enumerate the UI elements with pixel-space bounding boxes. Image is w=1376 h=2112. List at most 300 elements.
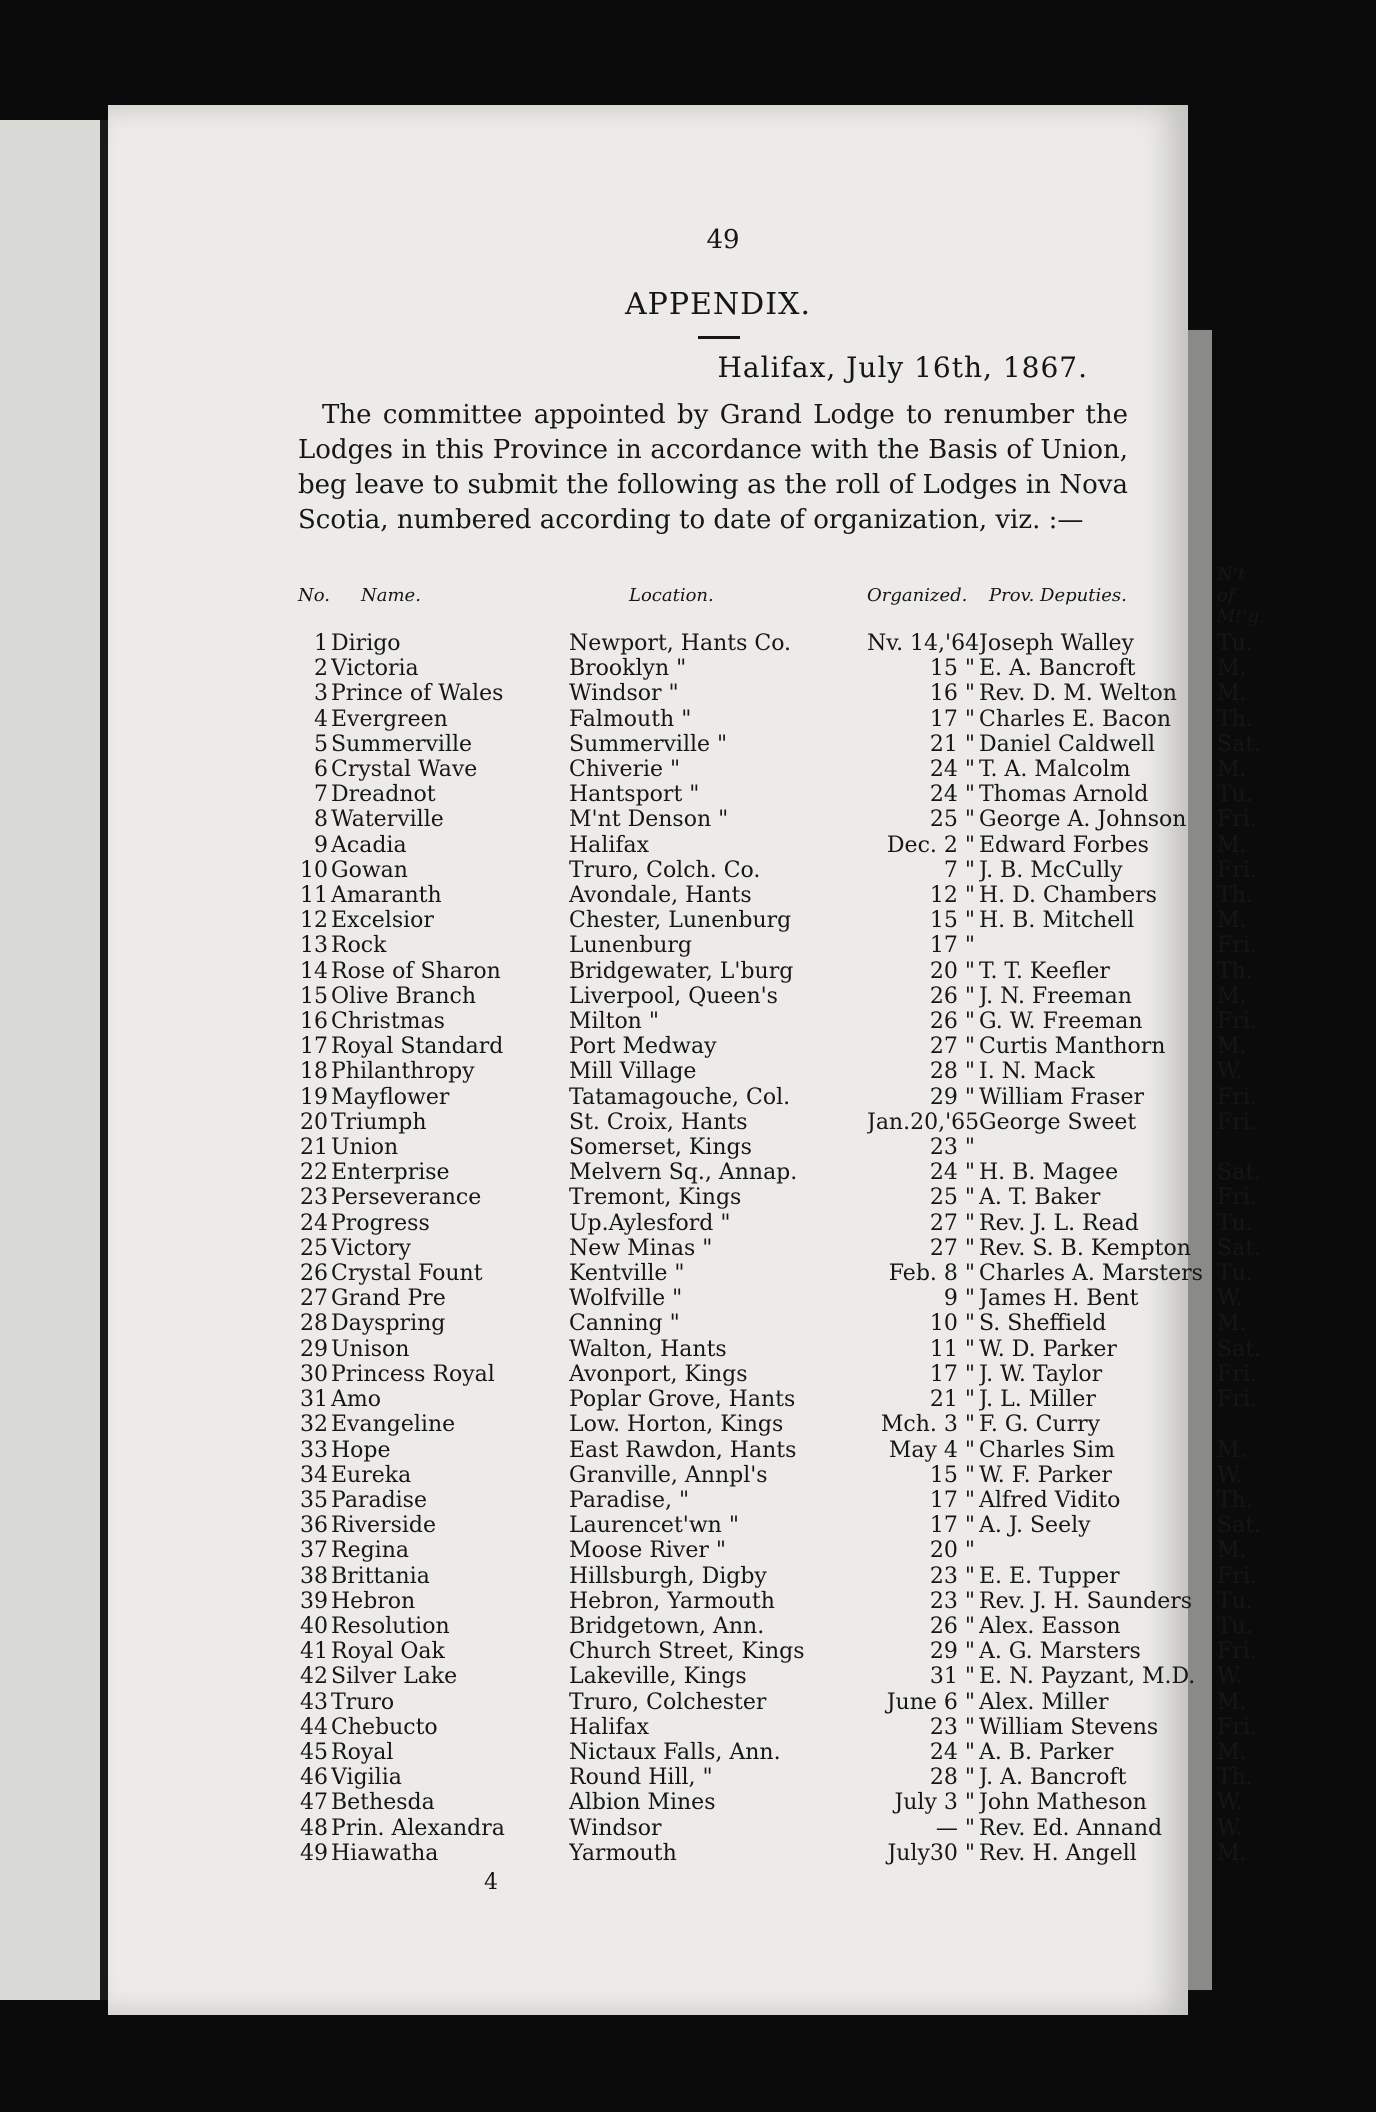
- lodge-name: Truro: [331, 1689, 395, 1715]
- lodge-meeting: Fri.: [1217, 1084, 1257, 1110]
- lodge-number: 26: [300, 1261, 328, 1287]
- lodge-name: Unison: [331, 1336, 410, 1362]
- lodge-number: 4: [314, 706, 328, 732]
- lodge-meeting: M.: [1217, 1437, 1247, 1463]
- lodge-number: 39: [300, 1588, 328, 1614]
- lodge-deputy: William Stevens: [979, 1714, 1159, 1740]
- lodge-name: Hebron: [331, 1588, 416, 1614]
- table-row: [298, 1135, 1262, 1160]
- lodge-meeting: Sat.: [1217, 1160, 1262, 1186]
- lodge-location: Truro, Colchester: [569, 1689, 767, 1715]
- table-row: [298, 1311, 1262, 1336]
- lodge-organized: 12 ": [929, 883, 975, 909]
- lodge-organized: 27 ": [929, 1235, 975, 1261]
- lodge-name: Resolution: [331, 1613, 450, 1639]
- lodge-deputy: E. A. Bancroft: [979, 656, 1136, 682]
- table-row: [298, 1387, 1262, 1412]
- lodge-number: 10: [300, 857, 328, 883]
- table-row: [298, 1185, 1262, 1210]
- lodge-organized: 23 ": [929, 1135, 975, 1161]
- lodge-organized: 15 ": [929, 656, 975, 682]
- lodge-organized: 21 ": [929, 731, 975, 757]
- intro-paragraph: The committee appointed by Grand Lodge to renumber the Lodges in this Province in accordance with the Basis of Union, beg leave to submit the following as the roll of Lodges in Nova Scotia, numbered according to date of organization, viz. :—: [298, 400, 1128, 535]
- lodge-name: Rose of Sharon: [331, 958, 501, 984]
- table-row: [298, 1513, 1262, 1538]
- lodge-location: Laurencet'wn ": [569, 1513, 739, 1539]
- table-row: [298, 1841, 1262, 1866]
- lodge-meeting: M.: [1217, 983, 1247, 1009]
- lodge-meeting: Fri.: [1217, 1387, 1257, 1413]
- lodge-number: 34: [300, 1462, 328, 1488]
- lodge-name: Excelsior: [331, 908, 434, 934]
- lodge-number: 41: [300, 1639, 328, 1665]
- lodge-number: 36: [300, 1513, 328, 1539]
- lodge-number: 17: [300, 1034, 328, 1060]
- lodge-location: Kentville ": [569, 1261, 685, 1287]
- lodge-location: Chester, Lunenburg: [569, 908, 792, 934]
- lodge-number: 3: [314, 681, 328, 707]
- book-page: [108, 105, 1265, 2015]
- lodge-deputy: H. B. Magee: [979, 1160, 1119, 1186]
- lodge-meeting: Fri.: [1217, 1714, 1257, 1740]
- lodge-organized: Mch. 3 ": [880, 1412, 975, 1438]
- lodge-organized: 24 ": [929, 782, 975, 808]
- lodge-location: Halifax: [569, 832, 650, 858]
- lodge-organized: 20 ": [929, 1538, 975, 1564]
- lodge-meeting: M.: [1217, 1311, 1247, 1337]
- lodge-deputy: J. A. Bancroft: [979, 1765, 1127, 1791]
- lodge-name: Royal Oak: [331, 1639, 445, 1665]
- lodge-number: 23: [300, 1185, 328, 1211]
- lodge-location: Albion Mines: [569, 1790, 716, 1816]
- lodge-number: 2: [314, 656, 328, 682]
- lodge-meeting: M.: [1217, 656, 1247, 682]
- table-row: [298, 1690, 1262, 1715]
- lodge-deputy: H. D. Chambers: [979, 883, 1157, 909]
- header-name: Name.: [361, 585, 421, 606]
- lodge-deputy: W. D. Parker: [979, 1336, 1117, 1362]
- lodge-organized: 17 ": [929, 1513, 975, 1539]
- heading-rule: [698, 336, 740, 339]
- lodge-location: Nictaux Falls, Ann.: [569, 1739, 781, 1765]
- lodge-meeting: M.: [1217, 757, 1247, 783]
- lodge-number: 1: [314, 631, 328, 656]
- lodge-location: Church Street, Kings: [569, 1639, 805, 1665]
- lodge-location: Windsor: [569, 1815, 662, 1841]
- lodge-location: Bridgetown, Ann.: [569, 1613, 765, 1639]
- lodge-name: Dreadnot: [331, 782, 436, 808]
- table-row: [298, 959, 1262, 984]
- lodge-name: Regina: [331, 1538, 409, 1564]
- lodge-deputy: I. N. Mack: [979, 1059, 1095, 1085]
- lodge-number: 28: [300, 1311, 328, 1337]
- lodge-number: 31: [300, 1387, 328, 1413]
- lodge-number: 11: [300, 883, 328, 909]
- lodge-location: Port Medway: [569, 1034, 717, 1060]
- lodge-deputy: A. T. Baker: [979, 1185, 1101, 1211]
- lodge-location: Lakeville, Kings: [569, 1664, 747, 1690]
- lodge-name: Eureka: [331, 1462, 412, 1488]
- table-row: [298, 681, 1262, 706]
- lodge-number: 6: [314, 757, 328, 783]
- lodge-meeting: M.: [1217, 832, 1247, 858]
- lodge-deputy: A. B. Parker: [979, 1739, 1114, 1765]
- lodge-location: Milton ": [569, 1009, 659, 1035]
- lodge-meeting: Fri.: [1217, 1563, 1257, 1589]
- appendix-heading: APPENDIX.: [625, 287, 811, 322]
- lodge-name: Vigilia: [331, 1765, 402, 1791]
- lodge-organized: 17 ": [929, 706, 975, 732]
- lodge-meeting: Sat.: [1217, 1336, 1262, 1362]
- lodge-organized: 25 ": [929, 807, 975, 833]
- lodge-meeting: Tu.: [1217, 1588, 1253, 1614]
- lodge-organized: 24 ": [929, 1739, 975, 1765]
- lodge-location: Wolfville ": [569, 1286, 683, 1312]
- lodge-location: Somerset, Kings: [569, 1135, 752, 1161]
- table-row: [298, 732, 1262, 757]
- lodge-number: 27: [300, 1286, 328, 1312]
- lodge-name: Dirigo: [331, 631, 401, 656]
- lodge-number: 21: [300, 1135, 328, 1161]
- table-row: [298, 1286, 1262, 1311]
- lodge-meeting: Th.: [1217, 1487, 1253, 1513]
- lodge-number: 25: [300, 1235, 328, 1261]
- lodge-organized: 21 ": [929, 1387, 975, 1413]
- lodge-number: 40: [300, 1613, 328, 1639]
- lodge-number: 35: [300, 1487, 328, 1513]
- lodge-name: Acadia: [331, 832, 407, 858]
- lodge-location: Paradise, ": [569, 1487, 690, 1513]
- lodge-number: 5: [314, 731, 328, 757]
- page-gutter: [100, 120, 108, 2000]
- lodge-number: 49: [300, 1840, 328, 1866]
- lodge-name: Waterville: [331, 807, 444, 833]
- lodge-deputy: Rev. H. Angell: [979, 1840, 1137, 1866]
- lodge-deputy: [979, 1538, 1217, 1563]
- table-row: [298, 1362, 1262, 1387]
- lodge-meeting: Fri.: [1217, 1639, 1257, 1665]
- table-row: [298, 807, 1262, 832]
- lodge-meeting: Tu.: [1217, 631, 1253, 656]
- lodge-organized: 23 ": [929, 1588, 975, 1614]
- lodge-deputy: J. W. Taylor: [979, 1361, 1103, 1387]
- lodge-organized: 26 ": [929, 1009, 975, 1035]
- lodge-deputy: James H. Bent: [979, 1286, 1139, 1312]
- lodge-location: Lunenburg: [569, 933, 692, 959]
- lodge-organized: 28 ": [929, 1765, 975, 1791]
- lodge-number: 47: [300, 1790, 328, 1816]
- lodge-location: Round Hill, ": [569, 1765, 713, 1791]
- page-number: 49: [706, 225, 740, 255]
- lodge-name: Rock: [331, 933, 387, 959]
- lodge-location: Brooklyn ": [569, 656, 687, 682]
- lodge-organized: 16 ": [929, 681, 975, 707]
- lodge-organized: 23 ": [929, 1714, 975, 1740]
- lodge-name: Princess Royal: [331, 1361, 495, 1387]
- lodge-meeting: Fri.: [1217, 1109, 1257, 1135]
- lodge-deputy: J. B. McCully: [979, 857, 1123, 883]
- table-row: [298, 1765, 1262, 1790]
- table-row: [298, 1538, 1262, 1563]
- lodge-location: St. Croix, Hants: [569, 1109, 748, 1135]
- lodge-name: Philanthropy: [331, 1059, 475, 1085]
- table-row: [298, 1211, 1262, 1236]
- lodge-location: Walton, Hants: [569, 1336, 727, 1362]
- lodge-organized: 29 ": [929, 1639, 975, 1665]
- header-no: No.: [298, 585, 330, 606]
- lodge-location: Liverpool, Queen's: [569, 983, 778, 1009]
- lodge-deputy: A. J. Seely: [979, 1513, 1091, 1539]
- lodge-organized: July 3 ": [894, 1790, 975, 1816]
- lodge-deputy: J. N. Freeman: [979, 983, 1132, 1009]
- table-row: [298, 1488, 1262, 1513]
- lodge-name: Grand Pre: [331, 1286, 446, 1312]
- table-row: [298, 1160, 1262, 1185]
- lodge-location: Yarmouth: [569, 1840, 677, 1866]
- table-row: [298, 1337, 1262, 1362]
- lodge-organized: 24 ": [929, 1160, 975, 1186]
- table-row: [298, 1564, 1262, 1589]
- lodge-location: Falmouth ": [569, 706, 692, 732]
- adjacent-page-sliver: [0, 120, 102, 2000]
- lodge-name: Riverside: [331, 1513, 436, 1539]
- table-row: [298, 1664, 1262, 1689]
- lodge-number: 42: [300, 1664, 328, 1690]
- lodge-location: Melvern Sq., Annap.: [569, 1160, 798, 1186]
- lodge-deputy: F. G. Curry: [979, 1412, 1101, 1438]
- lodge-deputy: William Fraser: [979, 1084, 1145, 1110]
- lodge-location: Avonport, Kings: [569, 1361, 748, 1387]
- lodge-meeting: Th.: [1217, 1765, 1253, 1791]
- lodge-name: Crystal Fount: [331, 1261, 483, 1287]
- lodge-organized: 17 ": [929, 933, 975, 959]
- lodge-deputy: Alfred Vidito: [979, 1487, 1121, 1513]
- lodge-deputy: Charles Sim: [979, 1437, 1115, 1463]
- lodge-organized: 20 ": [929, 958, 975, 984]
- lodge-name: Olive Branch: [331, 983, 477, 1009]
- table-row: [298, 1059, 1262, 1084]
- lodge-organized: 9 ": [943, 1286, 975, 1312]
- lodge-location: Mill Village: [569, 1059, 697, 1085]
- lodge-name: Crystal Wave: [331, 757, 478, 783]
- lodge-location: Granville, Annpl's: [569, 1462, 768, 1488]
- table-row: [298, 908, 1262, 933]
- lodge-name: Union: [331, 1135, 399, 1161]
- table-row: [298, 883, 1262, 908]
- lodge-deputy: Rev. J. H. Saunders: [979, 1588, 1193, 1614]
- lodge-location: Tremont, Kings: [569, 1185, 742, 1211]
- signature-mark: 4: [484, 1869, 498, 1895]
- lodge-name: Perseverance: [331, 1185, 482, 1211]
- lodge-number: 18: [300, 1059, 328, 1085]
- table-row: [298, 1614, 1262, 1639]
- lodge-number: 45: [300, 1739, 328, 1765]
- header-meeting: N't of Mt'g.: [1217, 564, 1265, 627]
- lodge-deputy: Rev. D. M. Welton: [979, 681, 1177, 707]
- header-deputies: Prov. Deputies.: [989, 585, 1127, 606]
- lodge-organized: 29 ": [929, 1084, 975, 1110]
- table-row: [298, 1110, 1262, 1135]
- lodge-number: 48: [300, 1815, 328, 1841]
- lodge-deputy: Charles A. Marsters: [979, 1261, 1203, 1287]
- table-row: [298, 933, 1262, 958]
- lodge-organized: 25 ": [929, 1185, 975, 1211]
- table-row: [298, 707, 1262, 732]
- lodge-meeting: M.: [1217, 1034, 1247, 1060]
- lodge-organized: 11 ": [929, 1336, 975, 1362]
- lodge-location: Chiverie ": [569, 757, 681, 783]
- lodge-name: Progress: [331, 1210, 430, 1236]
- lodge-deputy: T. A. Malcolm: [979, 757, 1131, 783]
- lodge-meeting: Sat.: [1217, 1513, 1262, 1539]
- lodge-number: 16: [300, 1009, 328, 1035]
- lodge-meeting: Fri.: [1217, 933, 1257, 959]
- lodge-location: Avondale, Hants: [569, 883, 752, 909]
- lodge-location: Halifax: [569, 1714, 650, 1740]
- lodge-number: 7: [314, 782, 328, 808]
- lodge-location: Hillsburgh, Digby: [569, 1563, 767, 1589]
- lodge-number: 12: [300, 908, 328, 934]
- lodge-deputy: Alex. Miller: [979, 1689, 1109, 1715]
- lodge-meeting: Th.: [1217, 706, 1253, 732]
- lodge-deputy: Rev. Ed. Annand: [979, 1815, 1163, 1841]
- lodge-organized: 23 ": [929, 1563, 975, 1589]
- lodge-organized: — ": [935, 1815, 975, 1841]
- lodge-deputy: Alex. Easson: [979, 1613, 1121, 1639]
- lodge-location: New Minas ": [569, 1235, 713, 1261]
- lodge-name: Bethesda: [331, 1790, 435, 1816]
- lodge-location: Truro, Colch. Co.: [569, 857, 761, 883]
- lodge-name: Enterprise: [331, 1160, 450, 1186]
- lodge-name: Chebucto: [331, 1714, 438, 1740]
- lodge-meeting: [1217, 1412, 1262, 1437]
- lodge-meeting: Th.: [1217, 883, 1253, 909]
- lodge-location: Newport, Hants Co.: [569, 631, 792, 656]
- lodge-name: Summerville: [331, 731, 473, 757]
- lodge-organized: Jan.20,'65: [867, 1109, 979, 1135]
- lodge-location: Windsor ": [569, 681, 679, 707]
- lodge-meeting: Tu.: [1217, 1210, 1253, 1236]
- table-body: [298, 631, 1262, 1866]
- lodge-location: Summerville ": [569, 731, 728, 757]
- lodge-name: Gowan: [331, 857, 408, 883]
- lodge-number: 29: [300, 1336, 328, 1362]
- table-row: [298, 1790, 1262, 1815]
- lodge-deputy: Charles E. Bacon: [979, 706, 1172, 732]
- table-row: [298, 1236, 1262, 1261]
- lodge-meeting: M.: [1217, 681, 1247, 707]
- lodge-name: Amo: [331, 1387, 381, 1413]
- lodge-organized: June 6 ": [886, 1689, 975, 1715]
- lodge-deputy: W. F. Parker: [979, 1462, 1112, 1488]
- lodge-meeting: Fri.: [1217, 1361, 1257, 1387]
- lodge-meeting: Fri.: [1217, 807, 1257, 833]
- lodge-name: Royal: [331, 1739, 394, 1765]
- lodge-meeting: [1217, 1135, 1262, 1160]
- lodge-number: 30: [300, 1361, 328, 1387]
- lodge-name: Christmas: [331, 1009, 445, 1035]
- lodge-deputy: T. T. Keefler: [979, 958, 1110, 984]
- lodge-name: Evergreen: [331, 706, 448, 732]
- lodge-deputy: H. B. Mitchell: [979, 908, 1135, 934]
- lodge-meeting: M.: [1217, 1739, 1247, 1765]
- table-row: [298, 757, 1262, 782]
- lodge-name: Prin. Alexandra: [331, 1815, 505, 1841]
- table-row: [298, 1715, 1262, 1740]
- lodge-location: M'nt Denson ": [569, 807, 729, 833]
- table-row: [298, 1034, 1262, 1059]
- lodge-deputy: Curtis Manthorn: [979, 1034, 1166, 1060]
- lodge-location: Tatamagouche, Col.: [569, 1084, 791, 1110]
- table-row: [298, 1589, 1262, 1614]
- lodge-location: Poplar Grove, Hants: [569, 1387, 796, 1413]
- lodge-number: 46: [300, 1765, 328, 1791]
- table-header-row: [298, 564, 1262, 631]
- lodge-roll-table: [298, 564, 1265, 1866]
- lodge-location: Moose River ": [569, 1538, 726, 1564]
- table-row: [298, 782, 1262, 807]
- table-row: [298, 1816, 1262, 1841]
- lodge-organized: May 4 ": [888, 1437, 975, 1463]
- lodge-organized: 15 ": [929, 1462, 975, 1488]
- lodge-location: Canning ": [569, 1311, 680, 1337]
- lodge-name: Mayflower: [331, 1084, 450, 1110]
- lodge-organized: 26 ": [929, 983, 975, 1009]
- lodge-organized: 7 ": [943, 857, 975, 883]
- lodge-meeting: M.: [1217, 1840, 1247, 1866]
- lodge-deputy: Edward Forbes: [979, 832, 1149, 858]
- lodge-organized: 10 ": [929, 1311, 975, 1337]
- lodge-number: 37: [300, 1538, 328, 1564]
- lodge-deputy: George A. Johnson: [979, 807, 1187, 833]
- lodge-deputy: Daniel Caldwell: [979, 731, 1155, 757]
- lodge-number: 33: [300, 1437, 328, 1463]
- lodge-location: Hantsport ": [569, 782, 700, 808]
- table-row: [298, 984, 1262, 1009]
- lodge-organized: 27 ": [929, 1034, 975, 1060]
- table-row: [298, 1438, 1262, 1463]
- lodge-deputy: E. N. Payzant, M.D.: [979, 1664, 1196, 1690]
- lodge-meeting: Th.: [1217, 958, 1253, 984]
- lodge-deputy: George Sweet: [979, 1109, 1137, 1135]
- lodge-deputy: A. G. Marsters: [979, 1639, 1141, 1665]
- table-row: [298, 1463, 1262, 1488]
- lodge-meeting: W.: [1217, 1059, 1243, 1085]
- lodge-name: Royal Standard: [331, 1034, 504, 1060]
- lodge-deputy: G. W. Freeman: [979, 1009, 1143, 1035]
- lodge-meeting: W.: [1217, 1815, 1243, 1841]
- lodge-number: 19: [300, 1084, 328, 1110]
- lodge-deputy: J. L. Miller: [979, 1387, 1096, 1413]
- lodge-organized: Feb. 8 ": [888, 1261, 975, 1287]
- lodge-meeting: M.: [1217, 1538, 1247, 1564]
- lodge-deputy: S. Sheffield: [979, 1311, 1107, 1337]
- lodge-name: Victory: [331, 1235, 411, 1261]
- lodge-location: Up.Aylesford ": [569, 1210, 731, 1236]
- lodge-meeting: Sat.: [1217, 1235, 1262, 1261]
- lodge-deputy: [979, 933, 1217, 958]
- lodge-deputy: Rev. S. B. Kempton: [979, 1235, 1191, 1261]
- lodge-name: Triumph: [331, 1109, 427, 1135]
- lodge-number: 44: [300, 1714, 328, 1740]
- lodge-name: Amaranth: [331, 883, 442, 909]
- lodge-meeting: Sat.: [1217, 731, 1262, 757]
- lodge-meeting: W.: [1217, 1462, 1243, 1488]
- lodge-name: Hope: [331, 1437, 391, 1463]
- lodge-number: 43: [300, 1689, 328, 1715]
- table-row: [298, 1085, 1262, 1110]
- table-row: [298, 1412, 1262, 1437]
